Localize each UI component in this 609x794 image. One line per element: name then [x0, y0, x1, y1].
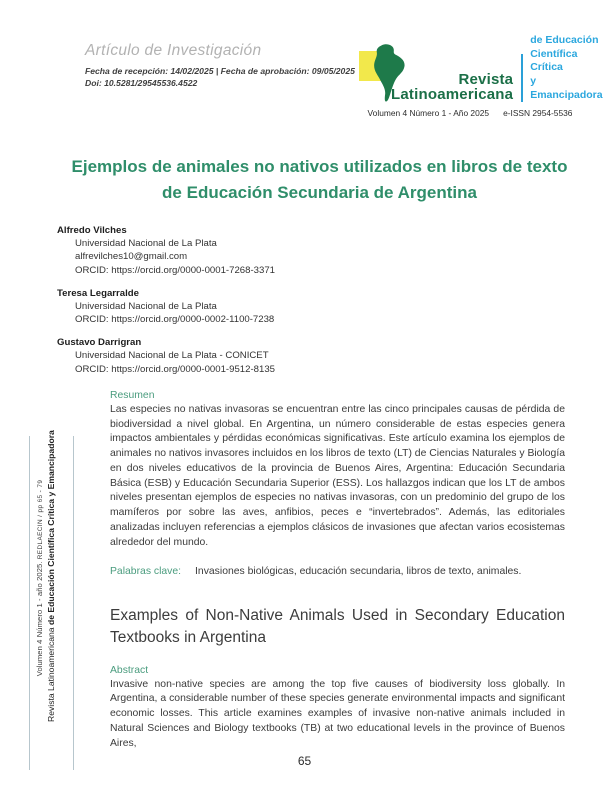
journal-sidebar	[35, 430, 56, 722]
journal-logo-row	[359, 34, 603, 103]
abstract-body: Invasive non-native species are among the top five causes of biodiversity loss globally. In Argentina, a considerable number of these species generate environmental impacts and significant economic losses. This article examines examples of invasive non-native animals included in Natural Sciences and Biology textbooks (TB) at two educational levels in the province of Buenos Aires,	[110, 678, 565, 749]
resumen-heading: Resumen	[110, 389, 155, 401]
keywords-label: Palabras clave:	[110, 565, 182, 577]
sidebar-journal-subtitle: de Educación Científica Crítica y Emancipadora	[46, 430, 56, 626]
logo-divider	[521, 54, 523, 102]
keywords-line	[110, 565, 565, 580]
journal-subtitle-line1: de Educación	[530, 34, 599, 46]
author-entry	[57, 225, 609, 277]
south-america-map-icon	[359, 43, 407, 103]
author-orcid-link[interactable]: ORCID: https://orcid.org/0000-0001-7268-3371	[75, 264, 275, 276]
resumen-section	[110, 390, 565, 579]
issue-text: Volumen 4 Número 1 - Año 2025	[367, 108, 490, 119]
paper-title-es: Ejemplos de animales no nativos utilizados en libros de texto de Educación Secundaria de Argentina	[71, 157, 568, 202]
article-type-label: Artículo de Investigación	[85, 42, 262, 59]
authors-block	[57, 225, 609, 376]
author-affiliation: Universidad Nacional de La Plata	[75, 238, 217, 250]
sidebar-rule-right	[73, 436, 74, 770]
abstract-section	[110, 665, 565, 752]
author-orcid-link[interactable]: ORCID: https://orcid.org/0000-0001-9512-8135	[75, 363, 275, 375]
author-email[interactable]: alfrevilches10@gmail.com	[75, 251, 188, 263]
issn-text: e-ISSN 2954-5536	[503, 108, 573, 119]
sidebar-issue-text: Volumen 4 Número 1 - año 2025.	[35, 561, 44, 677]
author-orcid-link[interactable]: ORCID: https://orcid.org/0000-0002-1100-7238	[75, 314, 275, 326]
reception-dates: Fecha de recepción: 14/02/2025 | Fecha de aprobación: 09/05/2025	[85, 66, 355, 76]
author-name: Teresa Legarralde	[57, 287, 139, 299]
sidebar-pages-text: REDLAECIN / pp 65 - 79	[37, 479, 44, 560]
journal-subtitle-line3: y Emancipadora	[530, 74, 603, 101]
page-number: 65	[297, 754, 312, 768]
journal-subtitle-line2: Científica Crítica	[530, 47, 578, 74]
journal-subtitle	[530, 34, 602, 103]
author-name: Alfredo Vilches	[57, 225, 127, 237]
author-affiliation: Universidad Nacional de La Plata - CONICET	[75, 350, 269, 362]
article-meta	[85, 42, 355, 118]
keywords-text: Invasiones biológicas, educación secundaria, libros de texto, animales.	[195, 565, 522, 577]
issue-issn-line	[359, 108, 581, 118]
abstract-heading: Abstract	[110, 664, 149, 676]
journal-name-line2: Latinoamericana	[391, 85, 514, 103]
sidebar-journal-line	[46, 430, 56, 722]
sidebar-journal-name: Revista Latinoamericana	[46, 625, 56, 722]
resumen-body: Las especies no nativas invasoras se encuentran entre las cinco principales causas de pérdida de biodiversidad a nivel global. En Argentina, un número considerable de estas especies genera impactos ambientales y pérdidas económicas significativas. Este artículo examina los ejemplos de animales no nativos invasores incluidos en los libros de texto (LT) de Ciencias Naturales y Biología en dos niveles educativos de la provincia de Buenos Aires, Argentina: Educación Secundaria Básica (ESB) y Educación Secundaria Superior (ESS). Los hallazgos indican que los LT de ambos niveles presentan ejemplos de especies no nativas invasoras, con un predominio del grupo de los mamíferos por sobre las aves, anfibios, peces e “invertebrados”. Además, las editoriales analizadas incluyen referencias a ejemplos clásicos de invasiones que afectan varios ecosistemas alrededor del mundo.	[110, 403, 565, 548]
author-name: Gustavo Darrigran	[57, 337, 142, 349]
sidebar-issue-line	[35, 434, 44, 722]
journal-logo	[359, 34, 603, 119]
author-entry	[57, 288, 609, 326]
author-affiliation: Universidad Nacional de La Plata	[75, 300, 217, 312]
journal-name	[391, 72, 513, 104]
page-header	[0, 0, 609, 118]
south-america-silhouette	[365, 43, 407, 103]
doi-text[interactable]: Doi: 10.5281/29545536.4522	[85, 78, 198, 88]
author-entry	[57, 337, 609, 375]
journal-name-line1: Revista	[458, 70, 514, 88]
paper-title-en: Examples of Non-Native Animals Used in Secondary Education Textbooks in Argentina	[110, 607, 565, 646]
sidebar-rule-left	[29, 436, 30, 770]
